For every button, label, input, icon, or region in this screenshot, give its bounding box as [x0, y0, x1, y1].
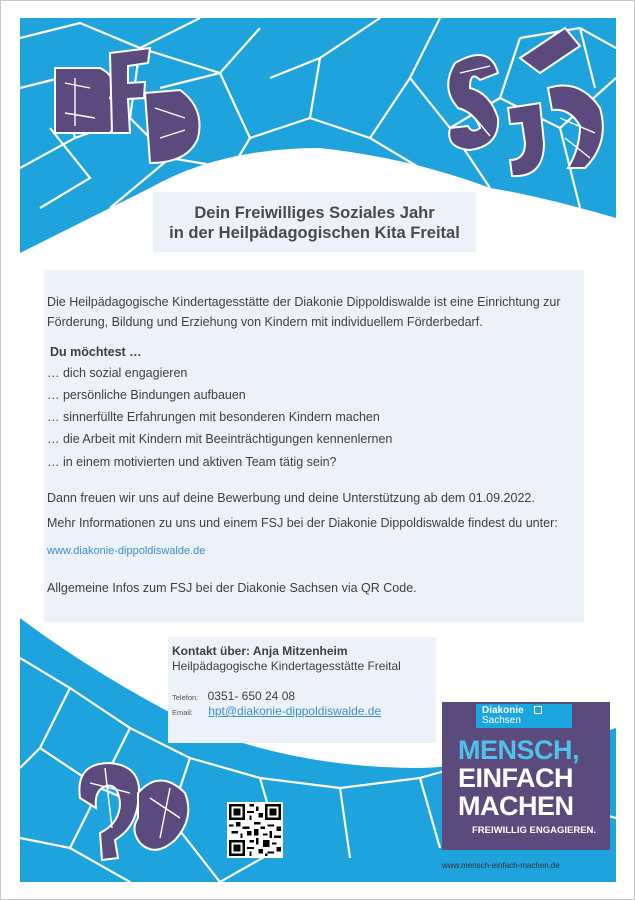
wish-item: … sinnerfüllte Erfahrungen mit besonderen Kindern machen [47, 410, 380, 424]
wish-item: … die Arbeit mit Kindern mit Beeinträchtigungen kennenlernen [47, 432, 393, 446]
phone-number[interactable]: 0351- 650 24 08 [207, 689, 296, 703]
brand-name: Diakonie [482, 705, 524, 716]
closing-text-more-info: Mehr Informationen zu uns und einem FSJ bei der Diakonie Dippoldiswalde findest du unter: [47, 516, 558, 530]
website-link[interactable]: www.diakonie-dippoldiswalde.de [47, 545, 206, 557]
slogan-line-2: EINFACH [458, 763, 574, 793]
wish-item: … in einem motivierten und aktiven Team tätig sein? [47, 455, 337, 469]
wish-item: … persönliche Bindungen aufbauen [47, 388, 246, 402]
headline-line-1: Dein Freiwilliges Soziales Jahr [194, 204, 435, 222]
closing-text-start-date: Dann freuen wir uns auf deine Bewerbung und deine Unterstützung ab dem 01.09.2022. [47, 491, 535, 505]
info-box [44, 270, 584, 622]
mensch-einfach-machen-badge [442, 702, 610, 850]
diakonie-cross-icon [534, 706, 542, 714]
contact-box [168, 637, 436, 743]
diakonie-sachsen-logo [476, 704, 572, 728]
email-label: Email: [172, 708, 193, 717]
wish-heading: Du möchtest … [50, 345, 142, 359]
campaign-url[interactable]: www.mensch-einfach-machen.de [442, 861, 560, 870]
intro-text: Die Heilpädagogische Kindertagesstätte der Diakonie Dippoldiswalde ist eine Einrichtung zur Förderung, Bildung und Erziehung von Kindern mit individuellem Förderbedarf. [47, 295, 561, 329]
qr-code-note: Allgemeine Infos zum FSJ bei der Diakonie Sachsen via QR Code. [47, 581, 417, 595]
qr-code[interactable] [227, 802, 283, 858]
wish-item: … dich sozial engagieren [47, 366, 188, 380]
headline-box [153, 192, 476, 252]
slogan-line-3: MACHEN [458, 791, 574, 821]
brand-region: Sachsen [482, 715, 521, 726]
contact-title: Kontakt über: Anja Mitzenheim [172, 644, 348, 658]
slogan-tagline: FREIWILLIG ENGAGIEREN. [472, 825, 597, 836]
email-link[interactable]: hpt@diakonie-dippoldiswalde.de [208, 704, 382, 718]
phone-label: Telefon: [172, 693, 199, 702]
slogan-line-1: MENSCH, [458, 735, 580, 765]
contact-organisation: Heilpädagogische Kindertagesstätte Freital [172, 659, 401, 673]
headline-line-2: in der Heilpädagogischen Kita Freital [169, 224, 460, 242]
